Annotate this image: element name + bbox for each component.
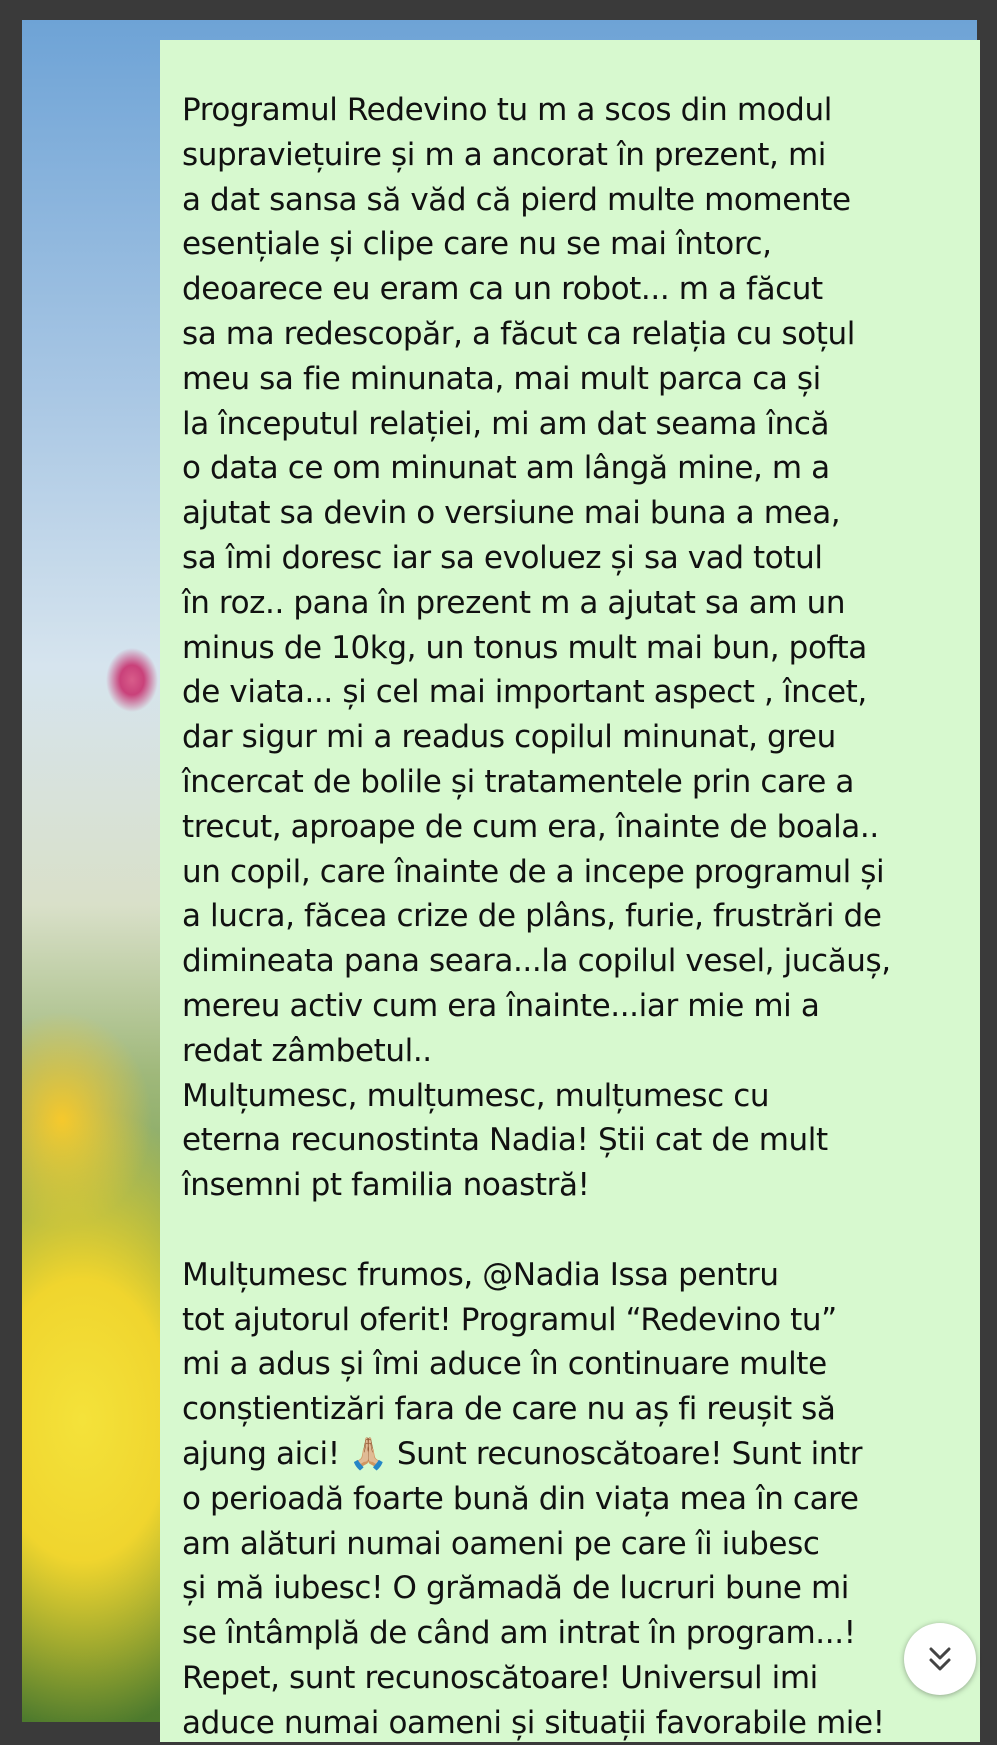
message-bubble [160, 40, 980, 1742]
double-chevron-down-icon [923, 1642, 957, 1676]
chat-background [22, 20, 977, 1741]
message-text: Programul Redevino tu m a scos din modul supraviețuire și m a ancorat în prezent, mi a dat sansa să văd că pierd multe momente esențiale și clipe care nu se mai întorc, deoarece eu eram ca un robot... m a făcut sa ma redescopăr, a făcut ca relația cu soțul meu sa fie minunata, mai mult parca ca și la începutul relației, mi am dat seama încă o data ce om minunat am lângă mine, m a ajutat sa devin o versiune mai buna a mea, sa îmi doresc iar sa evoluez și sa vad totul în roz.. pana în prezent m a ajutat sa am un minus de 10kg, un tonus mult mai bun, pofta de viata... și cel mai important aspect , încet, dar sigur mi a readus copilul minunat, greu încercat de bolile și tratamentele prin care a trecut, aproape de cum era, înainte de boala.. un copil, care înainte de a incepe programul și a lucra, făcea crize de plâns, furie, frustrări de dimineata pana seara...la copilul vesel, jucăuș, mereu activ cum era înainte...iar mie mi a redat zâmbetul.. Mulțumesc, mulțumesc, mulțumesc cu eterna recunostinta Nadia! Știi cat de mult însemni pt familia noastră! Mulțumesc frumos, @Nadia Issa pentru tot ajutorul oferit! Programul “Redevino tu” mi a adus și îmi aduce în continuare multe conștientizări fara de care nu aș fi reușit să ajung aici! 🙏🏼 Sunt recunoscătoare! Sunt intr o perioadă foarte bună din viața mea în care am alături numai oameni pe care îi iubesc și mă iubesc! O grămadă de lucruri bune mi se întâmplă de când am intrat în program...! Repet, sunt recunoscătoare! Universul imi aduce numai oameni și situații favorabile mie! [182, 92, 891, 1741]
scroll-to-bottom-button[interactable] [904, 1623, 976, 1695]
